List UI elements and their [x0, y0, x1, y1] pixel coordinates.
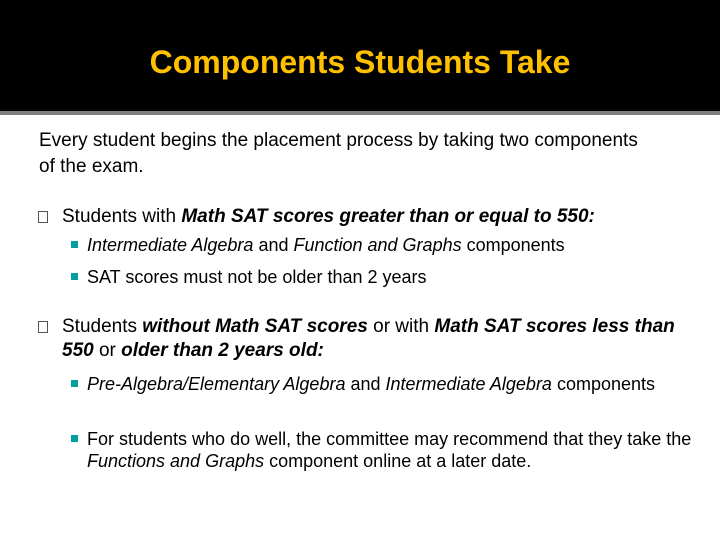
bullet-box-icon [38, 211, 48, 223]
title-divider [0, 111, 720, 115]
square-bullet-icon [71, 435, 78, 442]
square-bullet-icon [71, 380, 78, 387]
intro-paragraph: Every student begins the placement process by taking two components of the exam. [39, 130, 638, 177]
slide-title: Components Students Take [149, 44, 571, 80]
bullet-1-sub-2: SAT scores must not be older than 2 years [87, 267, 427, 287]
square-bullet-icon [71, 241, 78, 248]
bullet-1-sub-1: Intermediate Algebra and Function and Graphs components [87, 235, 565, 255]
bullet-1: Students with Math SAT scores greater than or equal to 550: [62, 206, 595, 227]
square-bullet-icon [71, 273, 78, 280]
bullet-2: Students without Math SAT scores or with Math SAT scores less than 550 or older than 2 years old: [62, 316, 675, 361]
bullet-2-sub-2: For students who do well, the committee may recommend that they take the Functions and Graphs component online at a later date. [87, 429, 692, 471]
bullet-box-icon [38, 321, 48, 333]
bullet-2-sub-1: Pre-Algebra/Elementary Algebra and Intermediate Algebra components [87, 374, 656, 394]
